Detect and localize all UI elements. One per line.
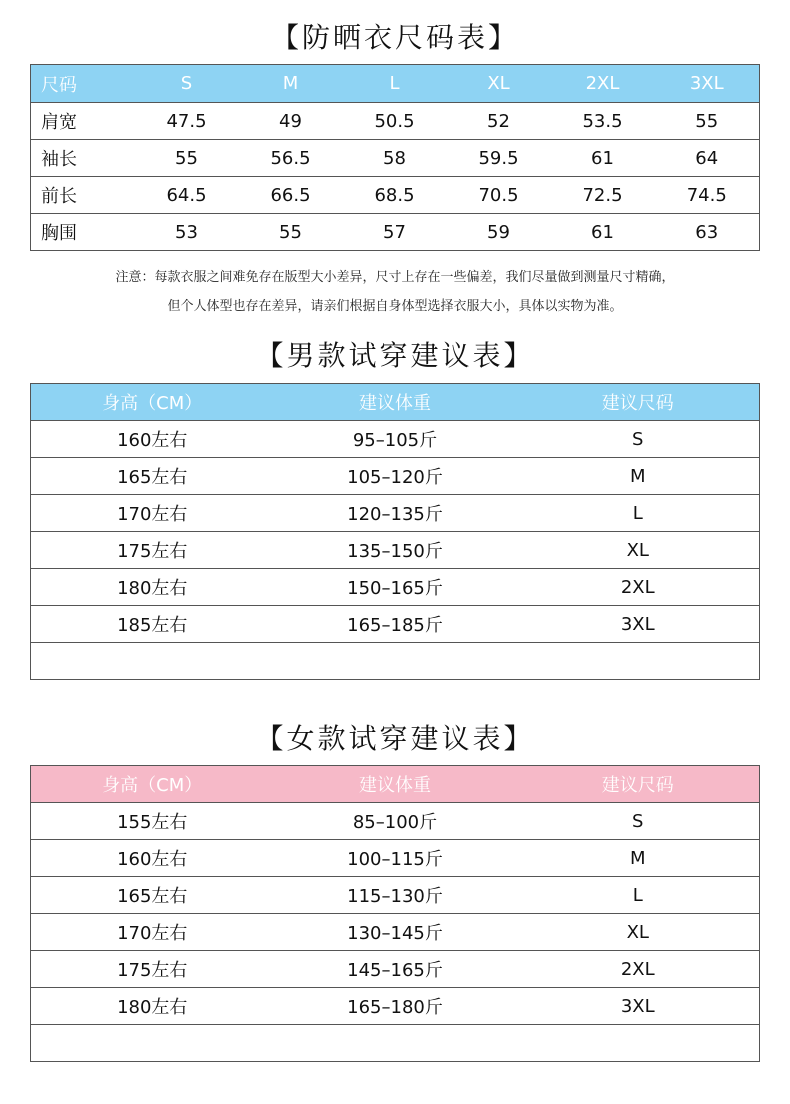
table-cell: 175左右 (31, 532, 274, 569)
empty-cell (274, 1025, 517, 1062)
header-cell: XL (447, 65, 551, 103)
row-label: 袖长 (31, 140, 135, 177)
table-cell: L (517, 877, 760, 914)
header-cell: S (135, 65, 239, 103)
table-cell: 61 (551, 140, 655, 177)
women-recommendation-table (30, 765, 760, 1062)
table-cell: 72.5 (551, 177, 655, 214)
header-cell: 建议体重 (274, 384, 517, 421)
table-cell: 170左右 (31, 495, 274, 532)
table-cell: 170左右 (31, 914, 274, 951)
table-cell: 3XL (517, 988, 760, 1025)
table-cell: 47.5 (135, 103, 239, 140)
table-cell: M (517, 840, 760, 877)
table-row (31, 988, 760, 1025)
table-row (31, 840, 760, 877)
table-cell: 59.5 (447, 140, 551, 177)
table-cell: 55 (239, 214, 343, 251)
table-cell: 165左右 (31, 458, 274, 495)
table-row (31, 103, 760, 140)
table-row (31, 421, 760, 458)
header-cell: 建议尺码 (517, 384, 760, 421)
table-row (31, 606, 760, 643)
table-cell: 53 (135, 214, 239, 251)
table-row (31, 177, 760, 214)
table-cell: 56.5 (239, 140, 343, 177)
table-cell: 57 (343, 214, 447, 251)
table-cell: 52 (447, 103, 551, 140)
table-row (31, 803, 760, 840)
table-cell: S (517, 803, 760, 840)
size-chart-header-row (31, 65, 760, 103)
table-cell: 185左右 (31, 606, 274, 643)
header-cell: 建议体重 (274, 766, 517, 803)
table-cell: 150–165斤 (274, 569, 517, 606)
row-label: 胸围 (31, 214, 135, 251)
row-label: 前长 (31, 177, 135, 214)
table-cell: 74.5 (655, 177, 760, 214)
table-cell: 145–165斤 (274, 951, 517, 988)
table-row (31, 877, 760, 914)
header-cell: 3XL (655, 65, 760, 103)
empty-cell (274, 643, 517, 680)
empty-row (31, 643, 760, 680)
table-cell: 53.5 (551, 103, 655, 140)
row-label: 肩宽 (31, 103, 135, 140)
table-cell: 100–115斤 (274, 840, 517, 877)
table-cell: 165–185斤 (274, 606, 517, 643)
header-cell: M (239, 65, 343, 103)
header-cell: 2XL (551, 65, 655, 103)
table-cell: 61 (551, 214, 655, 251)
table-row (31, 532, 760, 569)
women-table-title: 【女款试穿建议表】 (255, 722, 535, 755)
table-cell: XL (517, 532, 760, 569)
header-cell: L (343, 65, 447, 103)
note-line-2: 但个人体型也存在差异，请亲们根据自身体型选择衣服大小，具体以实物为准。 (167, 299, 623, 314)
header-cell: 身高（CM） (31, 766, 274, 803)
table-cell: 55 (135, 140, 239, 177)
table-row (31, 140, 760, 177)
header-cell: 建议尺码 (517, 766, 760, 803)
table-cell: 180左右 (31, 988, 274, 1025)
men-recommendation-table (30, 383, 760, 680)
table-cell: M (517, 458, 760, 495)
table-row (31, 914, 760, 951)
table-cell: 55 (655, 103, 760, 140)
table-cell: 2XL (517, 951, 760, 988)
empty-cell (31, 1025, 274, 1062)
table-cell: L (517, 495, 760, 532)
empty-cell (31, 643, 274, 680)
table-row (31, 951, 760, 988)
table-cell: 64.5 (135, 177, 239, 214)
table-cell: 58 (343, 140, 447, 177)
table-cell: 95–105斤 (274, 421, 517, 458)
table-cell: 115–130斤 (274, 877, 517, 914)
table-row (31, 495, 760, 532)
table-cell: 66.5 (239, 177, 343, 214)
table-cell: S (517, 421, 760, 458)
table-row (31, 214, 760, 251)
table-cell: 2XL (517, 569, 760, 606)
table-cell: 175左右 (31, 951, 274, 988)
size-chart-title: 【防晒衣尺码表】 (270, 21, 519, 54)
note-line-1: 注意：每款衣服之间难免存在版型大小差异，尺寸上存在一些偏差，我们尽量做到测量尺寸精确， (115, 270, 675, 285)
table-cell: 165左右 (31, 877, 274, 914)
table-cell: 160左右 (31, 421, 274, 458)
header-cell: 尺码 (31, 65, 135, 103)
table-cell: 85–100斤 (274, 803, 517, 840)
table-cell: 68.5 (343, 177, 447, 214)
table-cell: 160左右 (31, 840, 274, 877)
table-cell: 120–135斤 (274, 495, 517, 532)
men-header-row (31, 384, 760, 421)
table-cell: 59 (447, 214, 551, 251)
table-cell: 64 (655, 140, 760, 177)
empty-row (31, 1025, 760, 1062)
table-cell: 135–150斤 (274, 532, 517, 569)
table-cell: 70.5 (447, 177, 551, 214)
table-cell: 3XL (517, 606, 760, 643)
table-cell: 49 (239, 103, 343, 140)
table-row (31, 458, 760, 495)
table-row (31, 569, 760, 606)
table-cell: 63 (655, 214, 760, 251)
table-cell: 165–180斤 (274, 988, 517, 1025)
women-header-row (31, 766, 760, 803)
table-cell: 180左右 (31, 569, 274, 606)
table-cell: 155左右 (31, 803, 274, 840)
table-cell: 105–120斤 (274, 458, 517, 495)
empty-cell (517, 643, 760, 680)
table-cell: 50.5 (343, 103, 447, 140)
table-cell: 130–145斤 (274, 914, 517, 951)
size-chart-table (30, 64, 760, 251)
men-table-title: 【男款试穿建议表】 (255, 339, 535, 372)
table-cell: XL (517, 914, 760, 951)
header-cell: 身高（CM） (31, 384, 274, 421)
empty-cell (517, 1025, 760, 1062)
